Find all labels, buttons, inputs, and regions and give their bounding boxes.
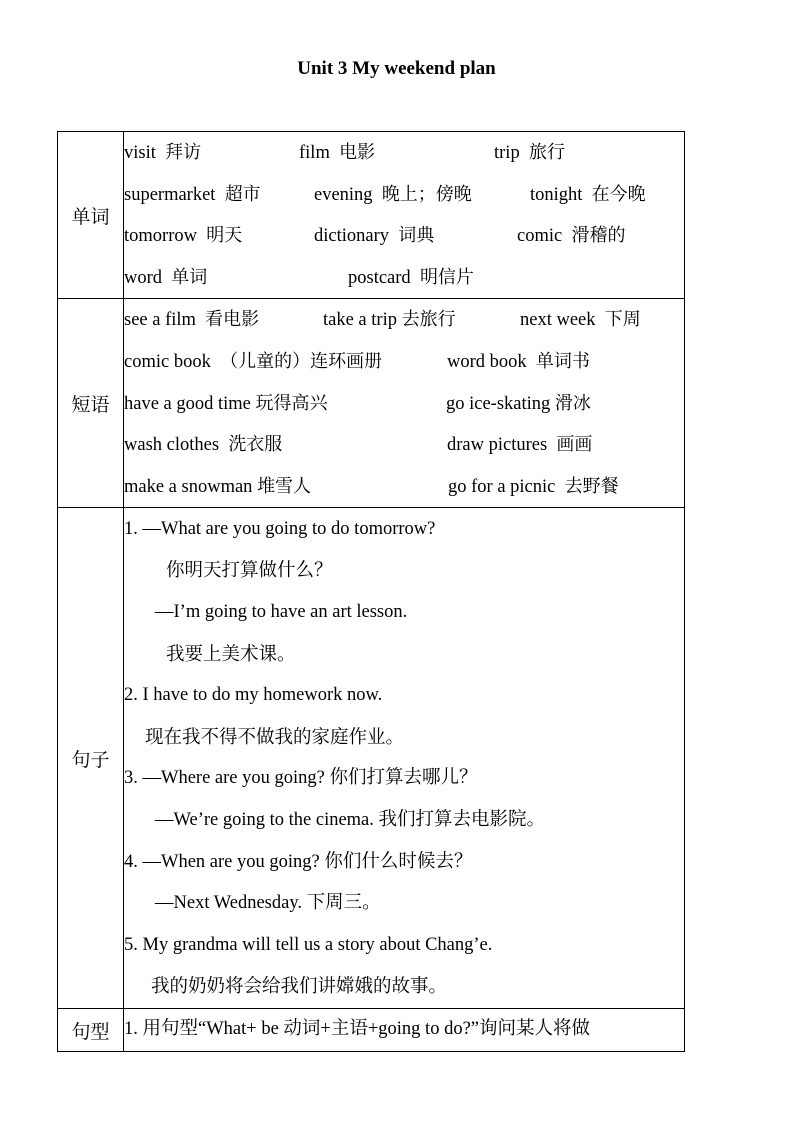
word-item: trip 旅行 <box>494 142 565 163</box>
sentence-line: —We’re going to the cinema. 我们打算去电影院。 <box>155 809 546 830</box>
word-item: tomorrow 明天 <box>124 225 243 247</box>
word-item: supermarket 超市 <box>124 183 261 205</box>
word-line <box>124 174 684 216</box>
word-line <box>124 215 684 257</box>
phrase-line <box>124 341 684 383</box>
phrases-label: 短语 <box>58 299 124 508</box>
words-content <box>124 132 685 299</box>
sentence-translation: 现在我不得不做我的家庭作业。 <box>145 726 405 748</box>
phrase-item: comic book （儿童的）连环画册 <box>124 350 383 372</box>
phrases-row <box>58 299 685 508</box>
phrase-item: wash clothes 洗衣服 <box>124 434 283 456</box>
word-item: film 电影 <box>299 142 376 163</box>
phrase-item: go ice-skating 滑冰 <box>446 392 591 414</box>
word-line <box>124 257 684 299</box>
phrase-item: word book 单词书 <box>447 350 590 372</box>
word-item: dictionary 词典 <box>314 225 435 247</box>
sentence-line: 2. I have to do my homework now. <box>124 685 383 706</box>
word-item: evening 晚上；傍晚 <box>314 183 472 205</box>
phrase-item: next week 下周 <box>520 309 641 331</box>
document-title: Unit 3 My weekend plan <box>297 58 496 79</box>
phrases-content <box>124 299 685 508</box>
sentence-translation: 你明天打算做什么？ <box>166 560 333 582</box>
sentence-line: 3. —Where are you going? 你们打算去哪儿？ <box>124 768 478 789</box>
word-item: postcard 明信片 <box>348 266 474 288</box>
phrase-item: draw pictures 画画 <box>447 434 593 456</box>
word-item: comic 滑稽的 <box>517 225 626 247</box>
vocabulary-table <box>57 131 685 1052</box>
sentence-line: —Next Wednesday. 下周三。 <box>155 893 381 914</box>
patterns-row <box>58 1009 685 1052</box>
sentences-label: 句子 <box>58 508 124 1009</box>
sentence-line: 1. —What are you going to do tomorrow? <box>124 518 436 539</box>
phrase-item: take a trip 去旅行 <box>323 309 456 331</box>
phrase-item: see a film 看电影 <box>124 309 260 331</box>
phrase-line <box>124 383 684 425</box>
sentence-translation: 我要上美术课。 <box>166 643 296 665</box>
sentences-row <box>58 508 685 1009</box>
patterns-content <box>124 1009 685 1052</box>
sentence-line: 5. My grandma will tell us a story about Chang’e. <box>124 934 493 955</box>
sentences-content <box>124 508 685 1009</box>
pattern-line: 1. 用句型“What+ be 动词+主语+going to do?”询问某人将做 <box>124 1019 590 1040</box>
phrase-line <box>124 466 684 508</box>
phrase-line <box>124 299 684 341</box>
phrase-item: make a snowman 堆雪人 <box>124 475 312 497</box>
words-row <box>58 132 685 299</box>
words-label: 单词 <box>58 132 124 299</box>
word-item: tonight 在今晚 <box>530 183 646 205</box>
sentence-line: 4. —When are you going? 你们什么时候去？ <box>124 851 473 872</box>
word-item: visit 拜访 <box>124 142 202 163</box>
word-item: word 单词 <box>124 266 208 288</box>
word-line <box>124 132 684 174</box>
phrase-item: have a good time 玩得高兴 <box>124 392 328 414</box>
sentence-line: —I’m going to have an art lesson. <box>155 602 408 622</box>
sentence-translation: 我的奶奶将会给我们讲嫦娥的故事。 <box>151 976 448 998</box>
phrase-line <box>124 424 684 466</box>
phrase-item: go for a picnic 去野餐 <box>448 475 619 497</box>
patterns-label: 句型 <box>58 1009 124 1052</box>
